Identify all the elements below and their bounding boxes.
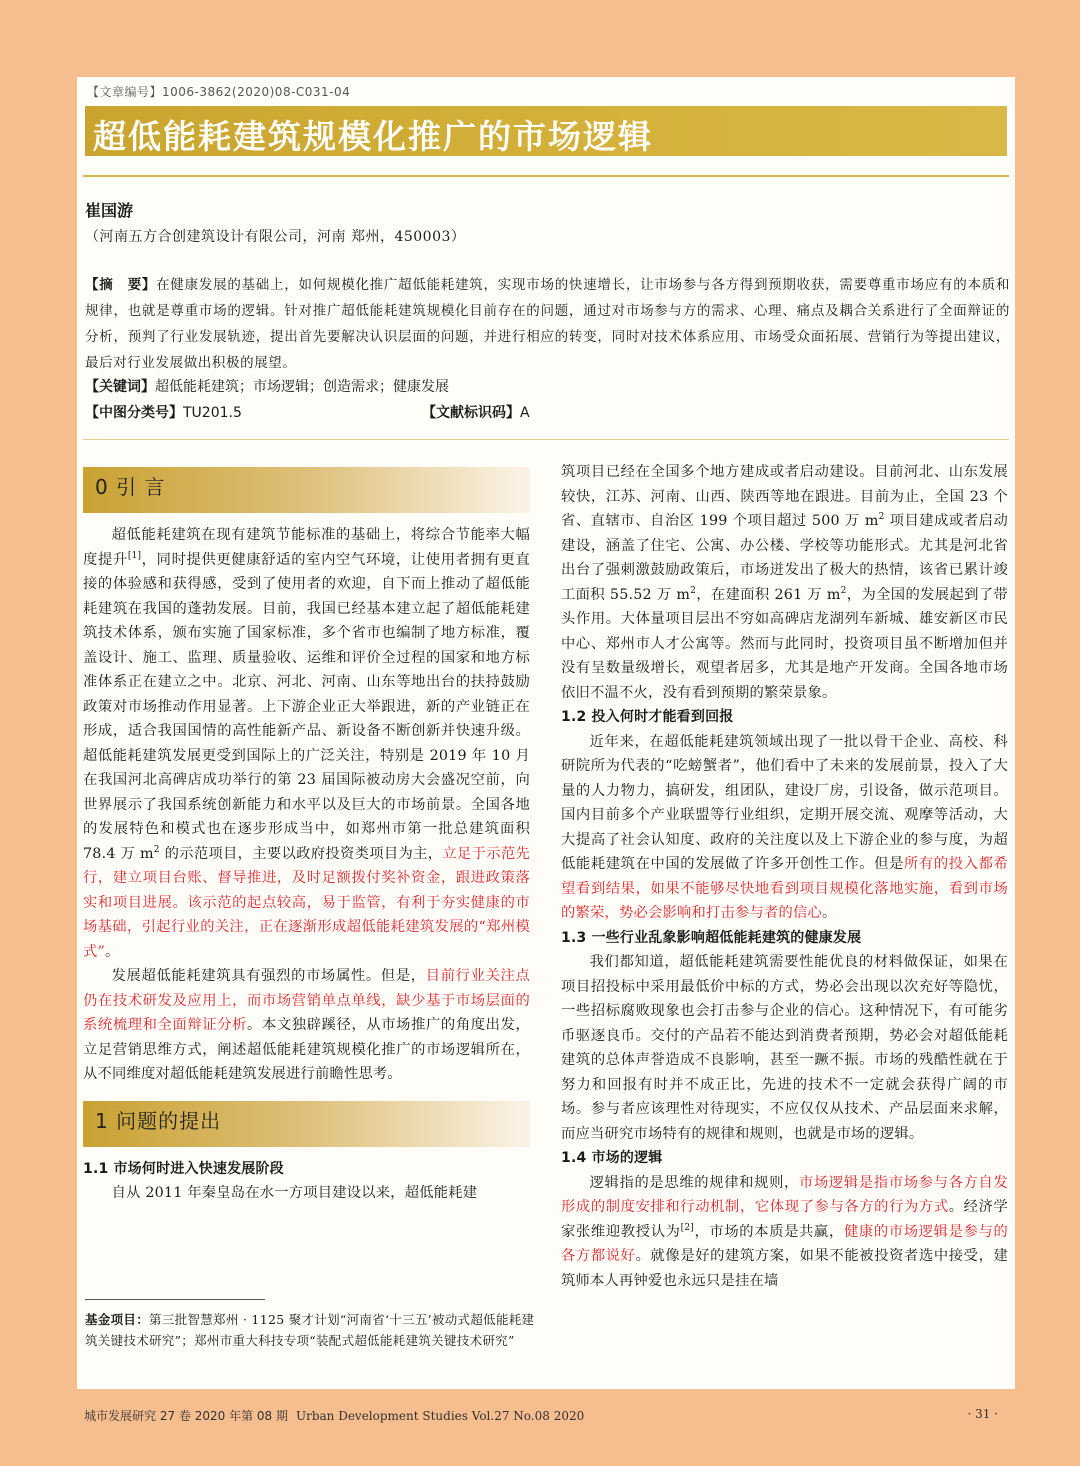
subsection-heading: 1.3 一些行业乱象影响超低能耗建筑的健康发展 [561, 929, 862, 946]
article-page [77, 77, 1015, 1389]
clc-number [85, 402, 242, 422]
paragraph: 发展超低能耗建筑具有强烈的市场属性。但是，目前行业关注点仍在技术研发及应用上，而市场营销单点单线，缺少基于市场层面的系统梳理和全面辩证分析。本文独辟蹊径，从市场推广的角度出发，立足营销思维方式，阐述超低能耗建筑规模化推广的市场逻辑所在，从不同维度对超低能耗建筑发展进行前瞻性思考。 [83, 968, 531, 1082]
paragraph: 筑项目已经在全国多个地方建成或者启动建设。目前河北、山东发展较快，江苏、河南、山西、陕西等地在跟进。目前为止，全国 23 个省、直辖市、自治区 199 个项目超过 500 万 $m^2$ 项目建成或者启动建设，涵盖了住宅、公寓、办公楼、学校等功能形式。尤其是河北省出台了强刺激鼓励政策后，市场迸发出了极大的热情，该省已累计竣工面积 55.52 万 $m^2$，在建面积 261 万 $m^2$，为全国的发展起到了带头作用。大体量项目层出不穷如高碑店龙湖列车新城、雄安新区市民中心、郑州市人才公寓等。然而与此同时，投资项目虽不断增加但并没有呈数量级增长，观望者居多，尤其是地产开发商。全国各地市场依旧不温不火，没有看到预期的繁荣景象。 [561, 464, 1008, 701]
keywords-text: 超低能耗建筑；市场逻辑；创造需求；健康发展 [155, 379, 449, 395]
doc-code-label: 【文献标识码】 [422, 405, 520, 421]
keywords-label: 【关键词】 [85, 379, 155, 395]
abstract [85, 272, 1010, 376]
paragraph: 自从 2011 年秦皇岛在水一方项目建设以来，超低能耗建 [111, 1185, 478, 1201]
funding-label: 基金项目： [85, 1312, 150, 1327]
author-name: 崔国游 [85, 201, 134, 220]
article-number: 【文章编号】1006-3862(2020)08-C031-04 [87, 85, 351, 99]
funding-note [85, 1309, 535, 1351]
title-banner [83, 104, 1009, 158]
journal-info: 城市发展研究 27 卷 2020 年第 08 期 Urban Development Studies Vol.27 No.08 2020 [84, 1409, 585, 1423]
keywords [85, 376, 449, 396]
left-column [83, 467, 530, 1206]
section-heading-problem: 1 问题的提出 [83, 1101, 530, 1147]
paragraph: 逻辑指的是思维的规律和规则，市场逻辑是指市场参与各方自发形成的制度安排和行动机制，它体现了参与各方的行为方式。经济学家张维迎教授认为[2]，市场的本质是共赢，健康的市场逻辑是参与的各方都说好。就像是好的建筑方案，如果不能被投资者选中接受，建筑师本人再钟爱也永远只是挂在墙 [561, 1174, 1009, 1289]
funding-rule [85, 1299, 265, 1300]
funding-text: 第三批智慧郑州 · 1125 聚才计划“河南省‘十三五’被动式超低能耗建筑关键技术研究”；郑州市重大科技专项“装配式超低能耗建筑关键技术研究” [85, 1312, 535, 1348]
paragraph: 近年来，在超低能耗建筑领域出现了一批以骨干企业、高校、科研院所为代表的“吃螃蟹者”，他们看中了未来的发展前景，投入了大量的人力物力，搞研发，组团队，建设厂房，引设备，做示范项目。国内目前多个产业联盟等行业组织，定期开展交流、观摩等活动，大大提高了社会认知度、政府的关注度以及上下游企业的参与度，为超低能耗建筑在中国的发展做了许多开创性工作。但是所有的投入都希望看到结果，如果不能够尽快地看到项目规模化落地实施，看到市场的繁荣，势必会影响和打击参与者的信心。 [561, 733, 1008, 921]
subsection-heading: 1.4 市场的逻辑 [561, 1150, 663, 1166]
clc-label: 【中图分类号】 [85, 405, 183, 421]
author-affiliation: （河南五方合创建筑设计有限公司，河南 郑州，450003） [85, 229, 466, 245]
clc-value: TU201.5 [183, 405, 242, 421]
subsection-heading: 1.2 投入何时才能看到回报 [561, 709, 734, 725]
right-column [561, 460, 1008, 1293]
abstract-rule [83, 439, 1009, 440]
section-heading-intro: 0 引 言 [83, 467, 530, 513]
abstract-label: 【摘 要】 [85, 277, 157, 293]
article-title: 超低能耗建筑规模化推广的市场逻辑 [93, 117, 653, 156]
abstract-text: 在健康发展的基础上，如何规模化推广超低能耗建筑，实现市场的快速增长，让市场参与各方得到预期收获，需要尊重市场应有的本质和规律，也就是尊重市场的逻辑。针对推广超低能耗建筑规模化目前存在的问题，通过对市场参与方的需求、心理、痛点及耦合关系进行了全面辩证的分析，预判了行业发展轨迹，提出首先要解决认识层面的问题，并进行相应的转变，同时对技术体系应用、市场受众面拓展、营销行为等提出建议，最后对行业发展做出积极的展望。 [85, 277, 1011, 371]
page-number: · 31 · [967, 1407, 998, 1421]
title-rule [83, 175, 1009, 177]
paragraph: 超低能耗建筑在现有建筑节能标准的基础上，将综合节能率大幅度提升[1]，同时提供更健康舒适的室内空气环境，让使用者拥有更直接的体验感和获得感，受到了使用者的欢迎，自下而上推动了超低能耗建筑在我国的蓬勃发展。目前，我国已经基本建立起了超低能耗建筑技术体系，颁布实施了国家标准，多个省市也编制了地方标准，覆盖设计、施工、监理、质量验收、运维和评价全过程的国家和地方标准体系正在建立之中。北京、河北、河南、山东等地出台的扶持鼓励政策对市场推动作用显著。上下游企业正大举跟进，新的产业链正在形成，适合我国国情的高性能新产品、新设备不断创新并快速升级。超低能耗建筑发展更受到国际上的广泛关注，特别是 2019 年 10 月在我国河北高碑店成功举行的第 23 届国际被动房大会盛况空前，向世界展示了我国系统创新能力和水平以及巨大的市场前景。全国各地的发展特色和模式也在逐步形成当中，如郑州市第一批总建筑面积 78.4 万 $m^2$ 的示范项目，主要以政府投资类项目为主，立足于示范先行，建立项目台账、督导推进，及时足额拨付奖补资金，跟进政策落实和项目进展。该示范的起点较高，易于监管，有利于夯实健康的市场基础，引起行业的关注，正在逐渐形成超低能耗建筑发展的“郑州模式”。 [83, 527, 530, 960]
subsection-heading: 1.1 市场何时进入快速发展阶段 [83, 1160, 284, 1177]
paragraph: 我们都知道，超低能耗建筑需要性能优良的材料做保证，如果在项目招投标中采用最低价中标的方式，势必会出现以次充好等隐忧，一些招标腐败现象也会打击参与企业的信心。这种情况下，有可能劣币驱逐良币。交付的产品若不能达到消费者预期，势必会对超低能耗建筑的总体声誉造成不良影响，甚至一蹶不振。市场的残酷性就在于努力和回报有时并不成正比，先进的技术不一定就会获得广阔的市场。参与者应该理性对待现实，不应仅仅从技术、产品层面来求解，而应当研究市场特有的规律和规则，也就是市场的逻辑。 [561, 954, 1008, 1142]
doc-code [422, 402, 530, 422]
doc-code-value: A [520, 405, 530, 421]
